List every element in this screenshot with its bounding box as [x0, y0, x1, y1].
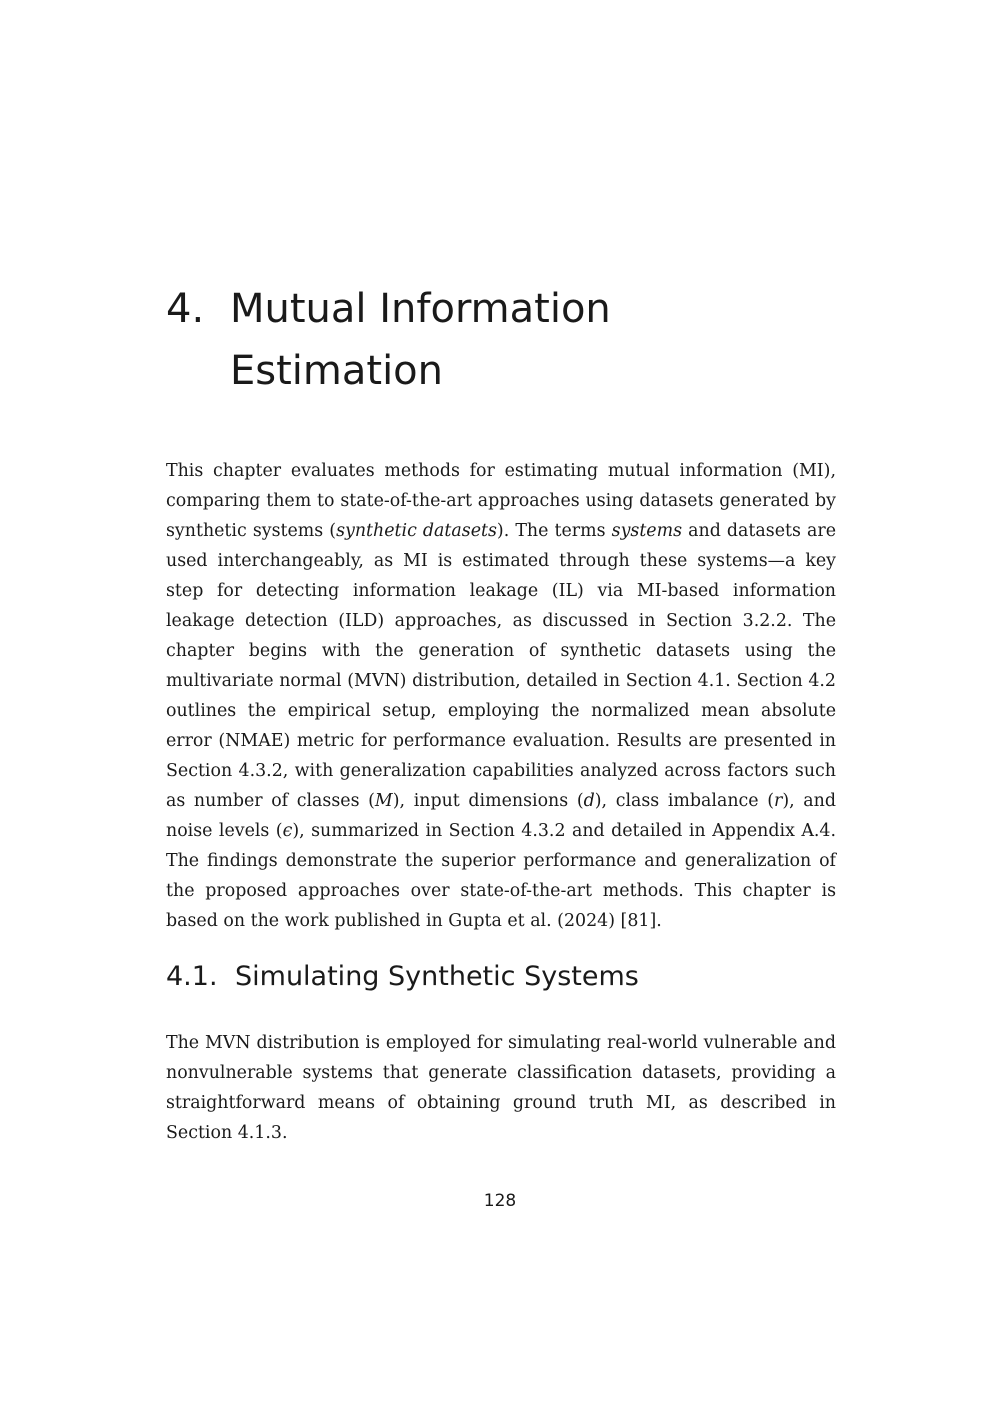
intro-text: This chapter evaluates methods for estimating mutual information (MI), comparing them to state-of-the-art approaches using datasets generated by synthetic systems ( [166, 461, 836, 541]
intro-text: ). The terms [496, 521, 612, 541]
intro-paragraph [166, 456, 836, 936]
math-variable: ϵ [282, 821, 293, 841]
page-number: 128 [483, 1191, 517, 1211]
chapter-number: 4. [166, 286, 205, 332]
intro-italic-term: synthetic datasets [336, 521, 497, 541]
intro-text: and datasets are used interchangeably, as MI is estimated through these systems—a key step for detecting information leakage (IL) via MI-based information leakage detection (ILD) approaches, as discussed in Section 3.2.2. The chapter begins with the generation of synthetic datasets using the multivariate normal (MVN) distribution, detailed in Section 4.1. Section 4.2 outlines the empirical setup, employing the normalized mean absolute error (NMAE) metric for performance evaluation. Results are presented in Section 4.3.2, with generalization capabilities analyzed across factors such as number of classes ( [166, 521, 836, 811]
section-heading [166, 958, 639, 996]
math-variable: d [583, 791, 595, 811]
intro-text: ), input dimensions ( [392, 791, 584, 811]
intro-italic-term: systems [611, 521, 683, 541]
math-variable: M [374, 791, 393, 811]
intro-text: ), and noise levels ( [166, 791, 836, 841]
section-title: Simulating Synthetic Systems [235, 961, 639, 992]
intro-text: ), summarized in Section 4.3.2 and detailed in Appendix A.4. The findings demonstrate the superior performance and generalization of the proposed approaches over state-of-the-art methods. This chapter is based on the work published in Gupta et al. (2024) [81]. [166, 821, 837, 931]
section-number: 4.1. [166, 961, 218, 992]
chapter-heading [166, 278, 846, 402]
math-variable: r [774, 791, 783, 811]
section-paragraph: The MVN distribution is employed for simulating real-world vulnerable and nonvulnerable systems that generate classification datasets, providing a straightforward means of obtaining ground truth MI, as described in Section 4.1.3. [166, 1033, 836, 1143]
intro-text: ), class imbalance ( [594, 791, 775, 811]
chapter-title: Mutual Information Estimation [230, 286, 611, 394]
